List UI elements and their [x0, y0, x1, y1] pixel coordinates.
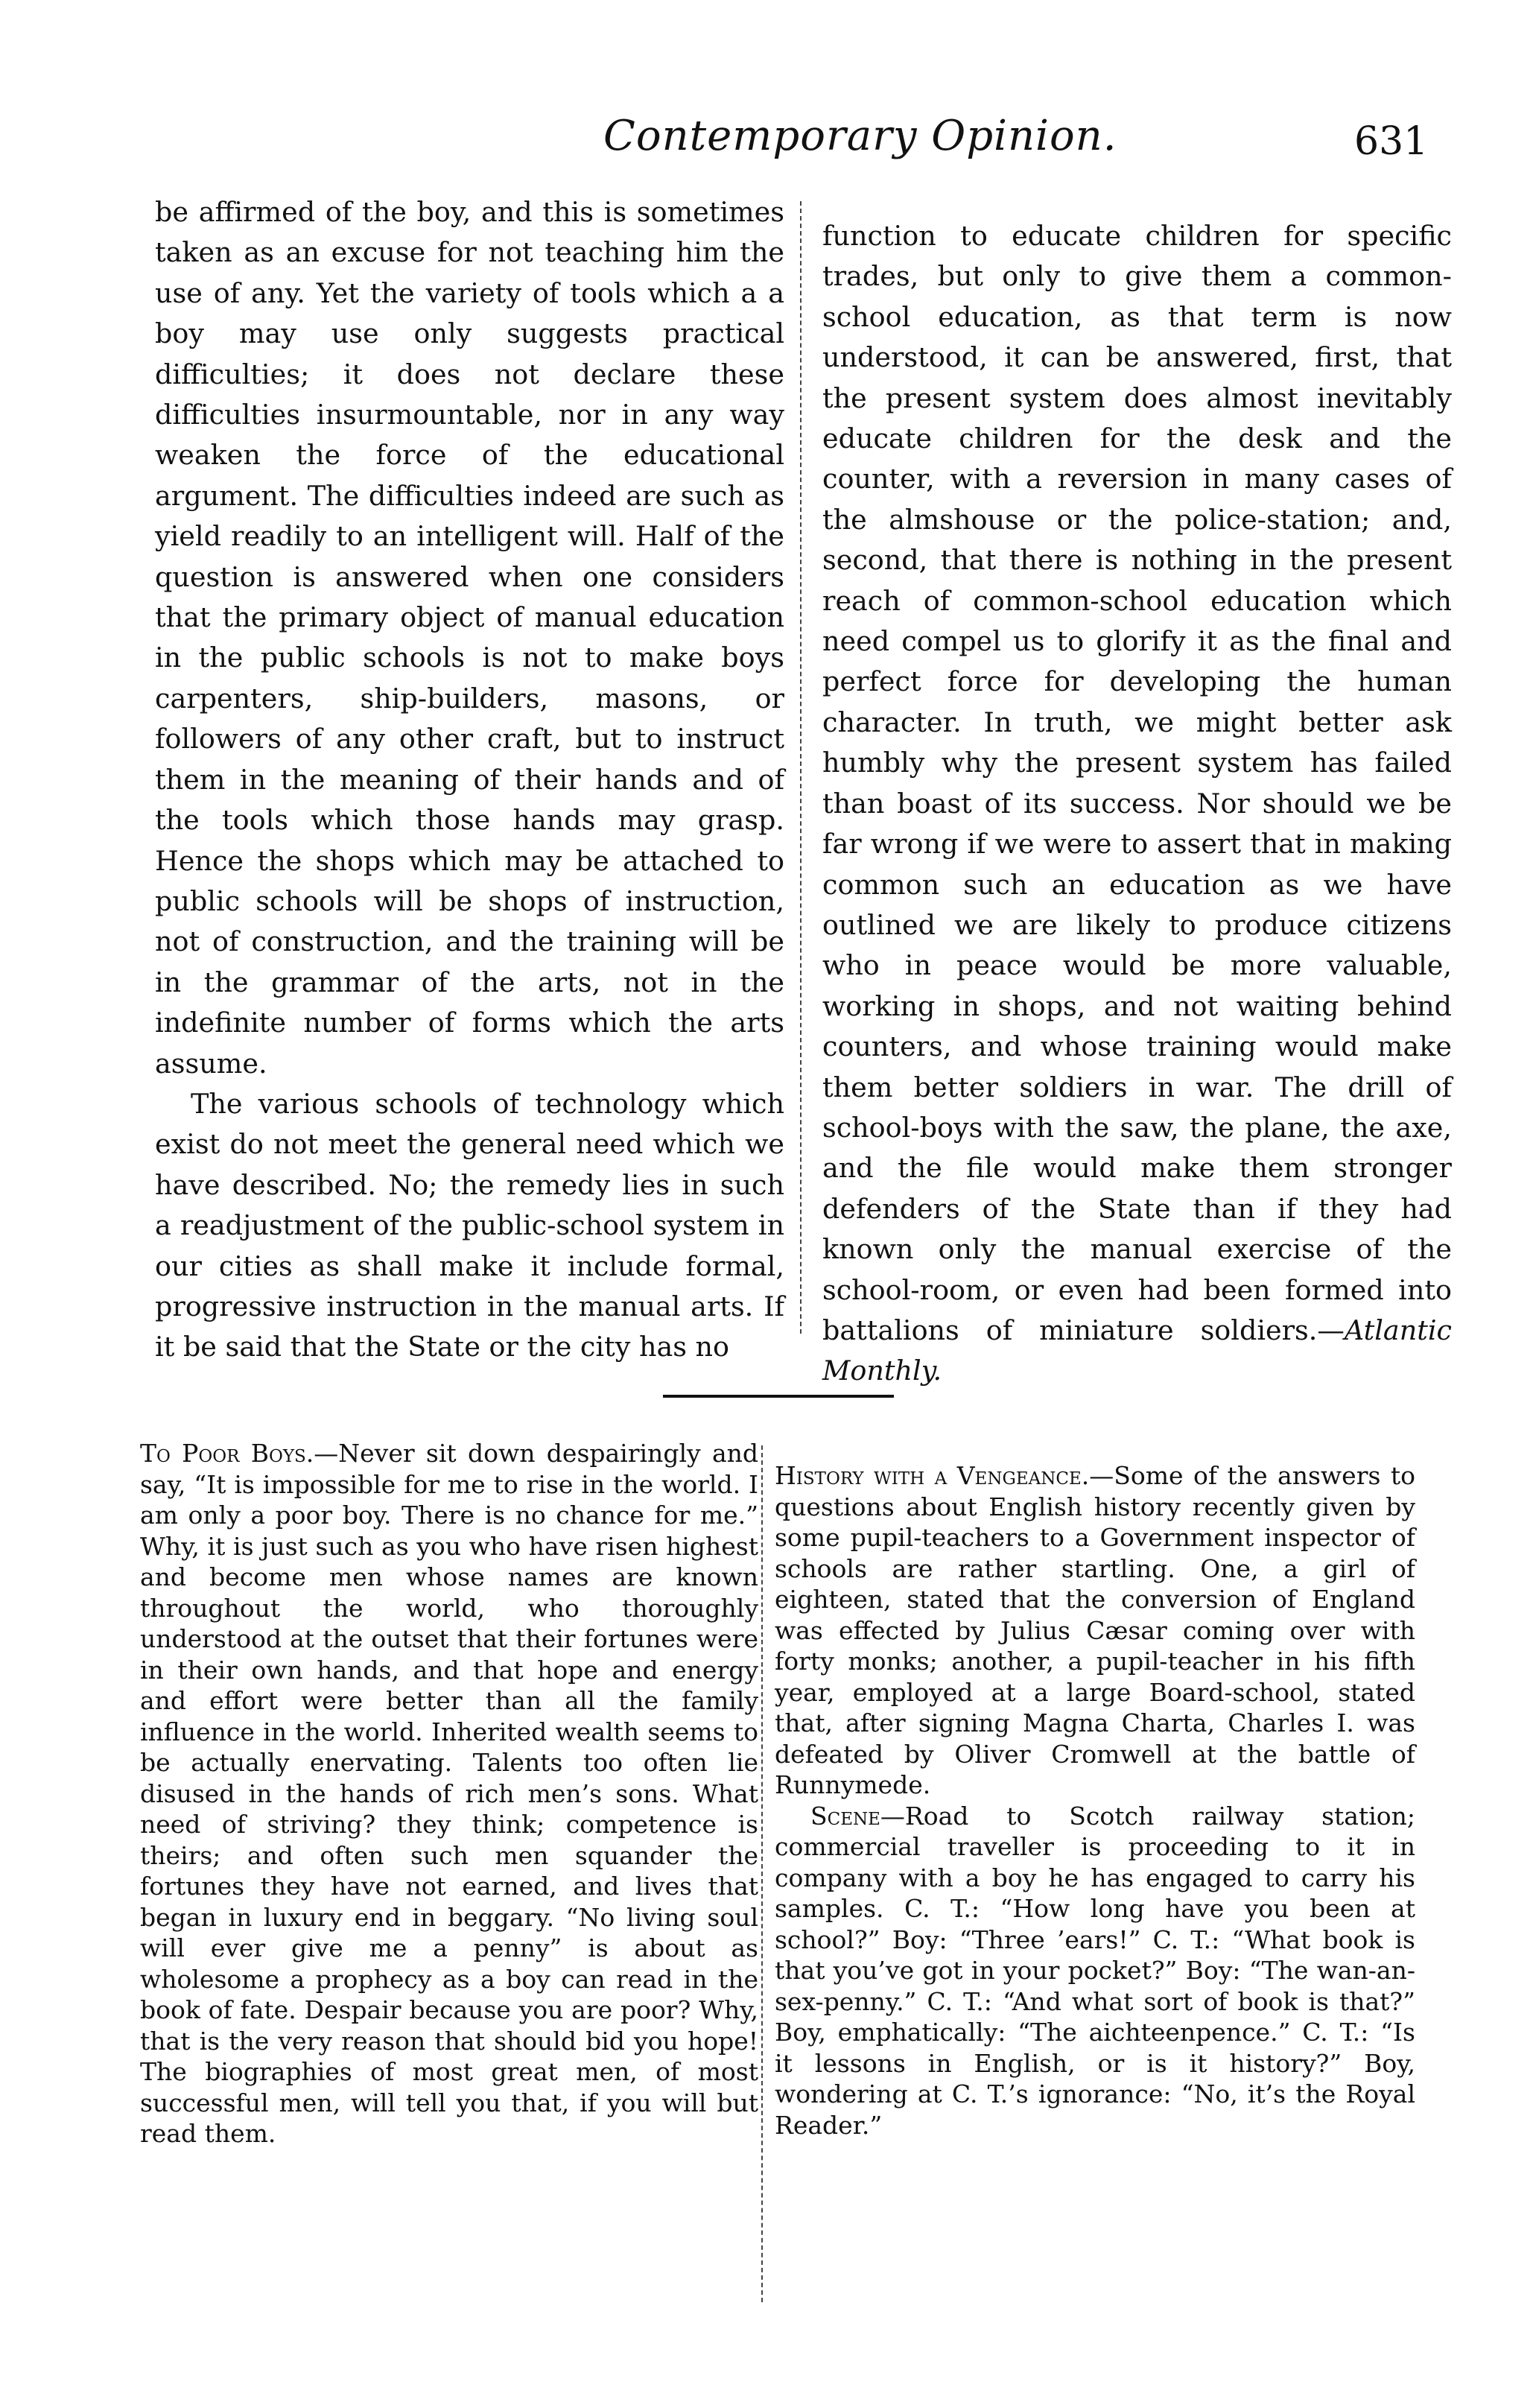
article-history-with-a-vengeance: [775, 1460, 1415, 1801]
article-scene: [775, 1801, 1415, 2141]
column-divider: [761, 1445, 763, 2302]
article-text: —Never sit down despairingly and say, “It is impossible for me to rise in the world. I am only a poor boy. There is no chance for me.” Why, it is just such as you who have risen highest and become men whose names are known throughout the world, who thoroughly understood at the outset that their fortunes were in their own hands, and that hope and energy and effort were better than all the family influence in the world. Inherited wealth seems to be actually enervating. Talents too often lie disused in the hands of rich men’s sons. What need of striving? they think; competence is theirs; and often such men squander the fortunes they have not earned, and lives that began in luxury end in beggary. “No living soul will ever give me a penny” is about as wholesome a prophecy as a boy can read in the book of fate. Despair because you are poor? Why, that is the very reason that should bid you hope! The biographies of most great men, of most successful men, will tell you that, if you will but read them.: [140, 1439, 758, 2148]
article-to-poor-boys: [140, 1438, 758, 2149]
paragraph-text: function to educate children for specific trades, but only to give them a common-school education, as that term is now understood, it can be answered, first, that the present system does almost inevitably educate children for the desk and the counter, with a reversion in many cases of the almshouse or the police-station; and, second, that there is nothing in the present reach of common-school education which need compel us to glorify it as the final and perfect force for developing the human character. In truth, we might better ask humbly why the present system has failed than boast of its success. Nor should we be far wrong if we were to assert that in making common such an education as we have outlined we are likely to produce citizens who in peace would be more valuable, working in shops, and not waiting behind counters, and whose training would make them better soldiers in war. The drill of school-boys with the saw, the plane, the axe, and the file would make them stronger defenders of the State than if they had known only the manual exercise of the school-room, or even had been formed into battalions of miniature soldiers.—: [822, 220, 1452, 1346]
source-attribution: Atlantic Monthly.: [822, 1314, 1452, 1387]
article-heading: To Poor Boys.: [140, 1439, 314, 1468]
article-heading: History with a Vengeance.: [775, 1461, 1090, 1490]
article-text: —Some of the answers to questions about English history recently given by some pupil-teachers to a Government inspector of schools are rather startling. One, a girl of eighteen, stated that the conversion of England was effected by Julius Cæsar coming over with forty monks; another, a pupil-teacher in his fifth year, employed at a large Board-school, stated that, after signing Magna Charta, Charles I. was defeated by Oliver Cromwell at the battle of Runnymede.: [775, 1461, 1415, 1799]
article-heading: Scene: [810, 1801, 880, 1831]
page-header: [0, 112, 1533, 179]
page-number: 631: [1354, 119, 1429, 164]
paragraph: [822, 216, 1452, 1392]
column-divider: [800, 201, 802, 1334]
bottom-left-column: [140, 1438, 758, 2149]
paragraph: The various schools of technology which exist do not meet the general need which we have described. No; the remedy lies in such a readjustment of the public-school system in our cities as shall make it include formal, progressive instruction in the manual arts. If it be said that the State or the city has no: [155, 1087, 784, 1363]
section-divider: [663, 1395, 894, 1398]
top-left-column: [155, 192, 784, 1368]
bottom-right-column: [775, 1460, 1415, 2141]
top-right-column: [822, 216, 1452, 1392]
article-text: —Road to Scotch railway station; commercial traveller is proceeding to it in company with a boy he has engaged to carry his samples. C. T.: “How long have you been at school?” Boy: “Three ’ears!” C. T.: “What book is that you’ve got in your pocket?” Boy: “The wan-an-sex-penny.” C. T.: “And what sort of book is that?” Boy, emphatically: “The aichteenpence.” C. T.: “Is it lessons in English, or is it history?” Boy, wondering at C. T.’s ignorance: “No, it’s the Royal Reader.”: [775, 1801, 1415, 2140]
paragraph: be affirmed of the boy, and this is sometimes taken as an excuse for not teaching him the use of any. Yet the variety of tools which a a boy may use only suggests practical difficulties; it does not declare these difficulties insurmountable, nor in any way weaken the force of the educational argument. The difficulties indeed are such as yield readily to an intelligent will. Half of the question is answered when one considers that the primary object of manual education in the public schools is not to make boys carpenters, ship-builders, masons, or followers of any other craft, but to instruct them in the meaning of their hands and of the tools which those hands may grasp. Hence the shops which may be attached to public schools will be shops of instruction, not of construction, and the training will be in the grammar of the arts, not in the indefinite number of forms which the arts assume.: [155, 196, 784, 1080]
running-head: Contemporary Opinion.: [603, 112, 1117, 160]
